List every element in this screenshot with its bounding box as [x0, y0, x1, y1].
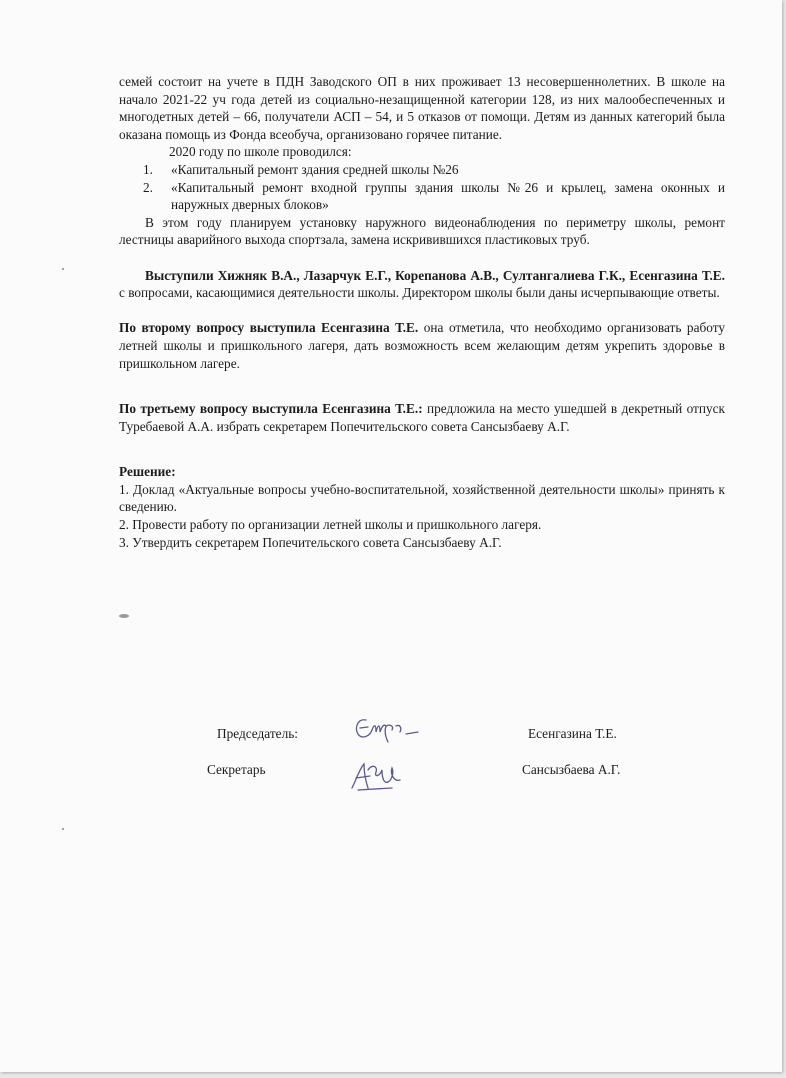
works-intro: 2020 году по школе проводился:	[169, 144, 352, 160]
speakers-names: Выступили Хижняк В.А., Лазарчук Е.Г., Корепанова А.В., Султангалиева Г.К., Есенгазина Т.Е.	[145, 267, 725, 283]
question3-paragraph	[119, 400, 725, 435]
question3-text: предложила на место ушедшей в декретный отпуск Туребаевой А.А. избрать секретарем Попечительского совета Сансызбаеву А.Г.	[119, 401, 725, 434]
question2-heading: По второму вопросу выступила Есенгазина Т.Е.	[119, 320, 419, 336]
works-list	[119, 161, 725, 214]
list-item-text: «Капитальный ремонт здания средней школы №26	[171, 161, 459, 177]
chair-label: Председатель:	[217, 726, 298, 741]
scan-speck	[62, 828, 64, 830]
chair-signature-icon	[352, 712, 432, 746]
question2-text: она отметила, что необходимо организовать работу летней школы и пришкольного лагеря, дать возможность всем желающим детям укрепить здоровье в пришкольном лагере.	[119, 320, 725, 371]
intro-paragraph: семей состоит на учете в ПДН Заводского ОП в них проживает 13 несовершеннолетних. В школе на начало 2021-22 уч года детей из социально-незащищенной категории 128, из них малообеспеченных и многодетных детей – 66, получатели АСП – 54, и 5 отказов от помощи. Детям из данных категорий была оказана помощь из Фонда всеобуча, организовано горячее питание.	[119, 74, 725, 142]
speakers-paragraph	[119, 267, 725, 302]
list-item-text: «Капитальный ремонт входной группы здания школы №26 и крылец, замена оконных и наружных дверных блоков»	[171, 179, 725, 213]
decision-title: Решение:	[119, 464, 176, 480]
list-item	[119, 161, 725, 179]
chair-name: Есенгазина Т.Е.	[528, 726, 617, 741]
scan-speck	[62, 268, 64, 270]
list-item	[119, 179, 725, 214]
secretary-label: Секретарь	[207, 762, 266, 777]
plans-paragraph: В этом году планируем установку наружного видеонаблюдения по периметру школы, ремонт лестницы аварийного выхода спортзала, замена искривившихся пластиковых труб.	[119, 214, 725, 248]
list-number: 2.	[143, 179, 153, 195]
document-body	[119, 73, 725, 551]
decision-item: 3. Утвердить секретарем Попечительского совета Сансызбаеву А.Г.	[119, 534, 502, 550]
decision-item: 1. Доклад «Актуальные вопросы учебно-воспитательной, хозяйственной деятельности школы» принять к сведению.	[119, 481, 725, 515]
scan-speck	[119, 614, 129, 618]
decision-item: 2. Провести работу по организации летней школы и пришкольного лагеря.	[119, 517, 542, 533]
secretary-signature-icon	[348, 760, 408, 794]
question2-paragraph	[119, 319, 725, 372]
secretary-name: Сансызбаева А.Г.	[522, 762, 621, 777]
question3-heading: По третьему вопросу выступила Есенгазина Т.Е.:	[119, 401, 423, 417]
list-number: 1.	[143, 161, 153, 177]
speakers-text: с вопросами, касающимися деятельности школы. Директором школы были даны исчерпывающие ответы.	[119, 285, 720, 301]
